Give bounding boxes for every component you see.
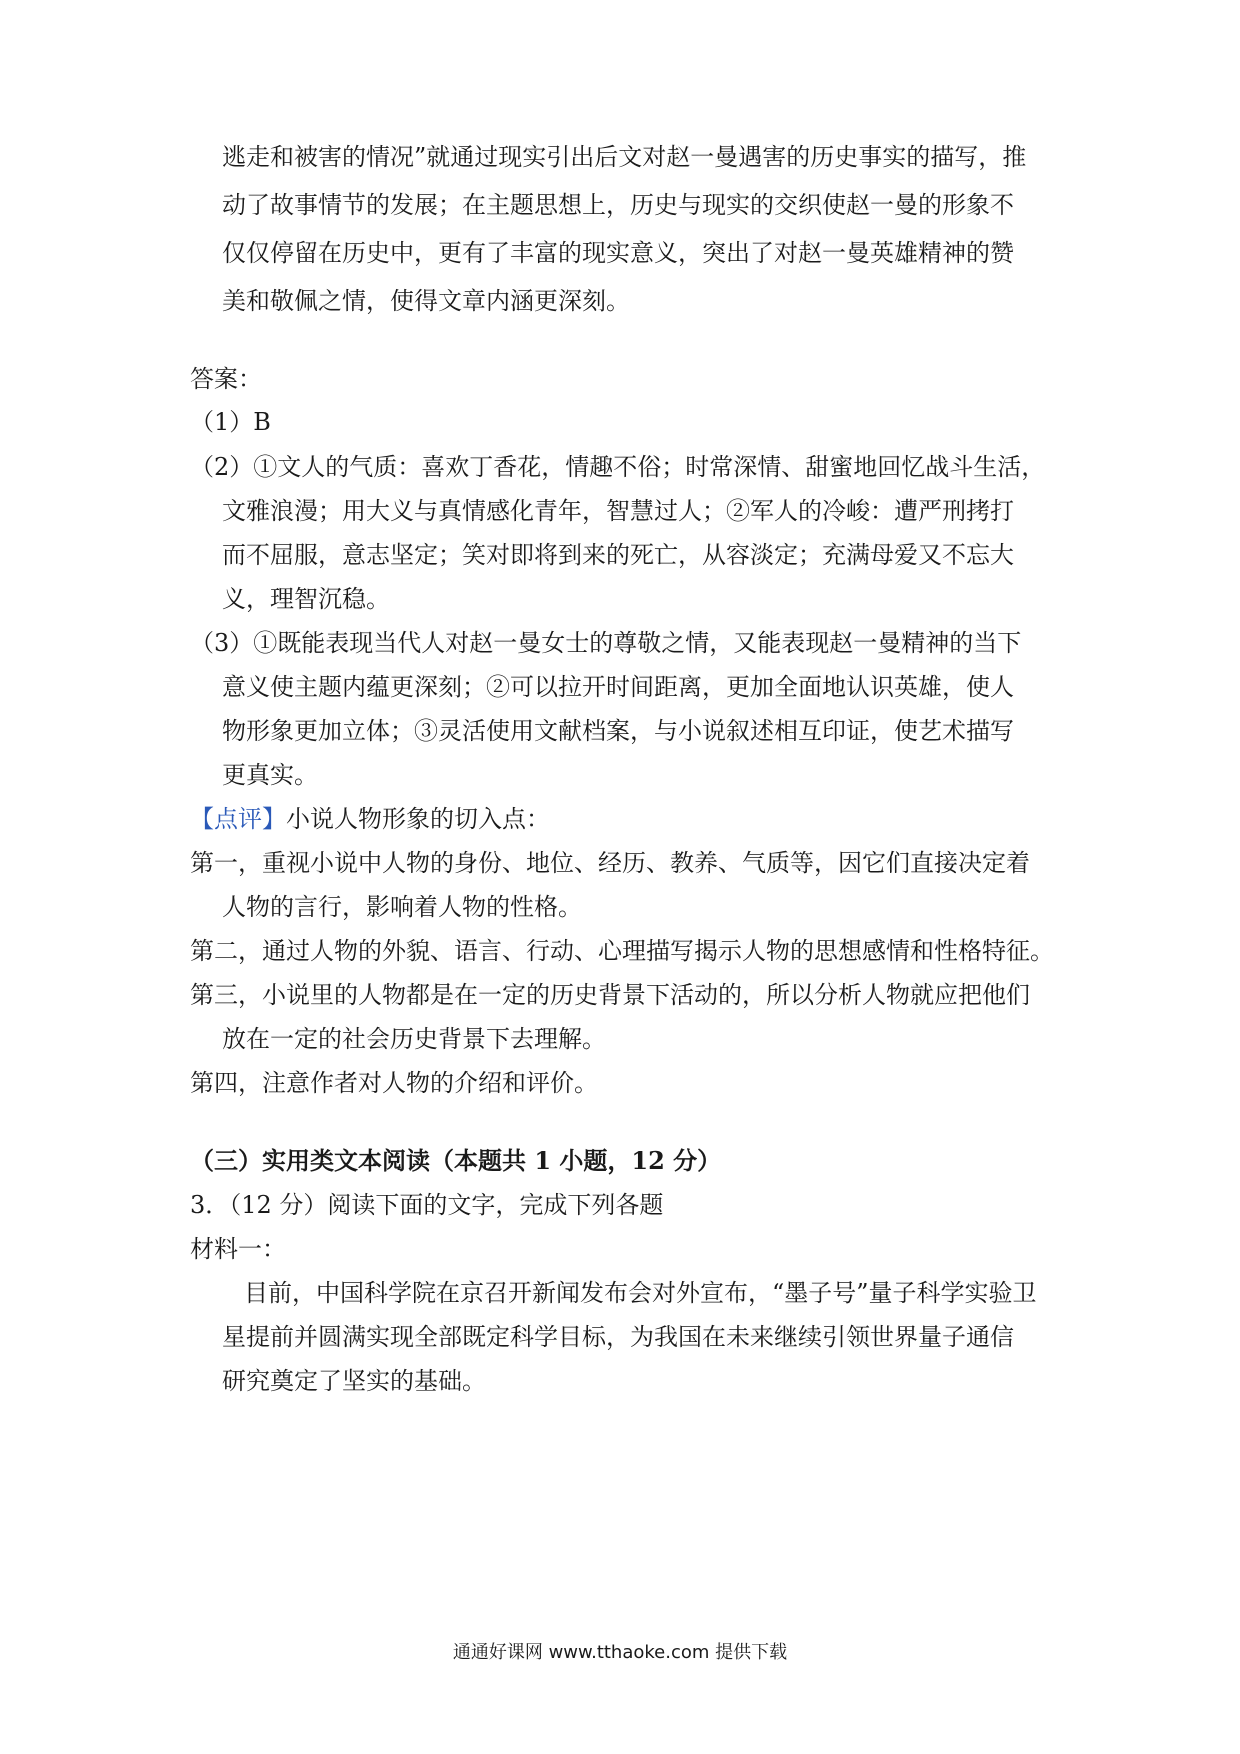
answer-2-line: 文雅浪漫；用大义与真情感化青年，智慧过人；②军人的冷峻：遭严刑拷打	[222, 497, 1014, 525]
answer-label: 答案：	[190, 365, 262, 393]
answer-2-line: 义，理智沉稳。	[222, 585, 390, 613]
material-line: 目前，中国科学院在京召开新闻发布会对外宣布，“墨子号”量子科学实验卫	[244, 1279, 1037, 1307]
comment-point-cont: 放在一定的社会历史背景下去理解。	[222, 1025, 606, 1053]
comment-point: 第二，通过人物的外貌、语言、行动、心理描写揭示人物的思想感情和性格特征。	[190, 937, 1054, 965]
material-line: 研究奠定了坚实的基础。	[222, 1367, 486, 1395]
material-label: 材料一：	[190, 1235, 286, 1263]
answer-3-line: 更真实。	[222, 761, 318, 789]
comment-point: 第四，注意作者对人物的介绍和评价。	[190, 1069, 598, 1097]
analysis-line: 逃走和被害的情况”就通过现实引出后文对赵一曼遇害的历史事实的描写，推	[222, 143, 1027, 171]
material-line: 星提前并圆满实现全部既定科学目标，为我国在未来继续引领世界量子通信	[222, 1323, 1014, 1351]
comment-point: 第一，重视小说中人物的身份、地位、经历、教养、气质等，因它们直接决定着	[190, 849, 1030, 877]
comment-point-cont: 人物的言行，影响着人物的性格。	[222, 893, 582, 921]
answer-2-line: （2）①文人的气质：喜欢丁香花，情趣不俗；时常深情、甜蜜地回忆战斗生活，	[190, 453, 1046, 481]
answer-1: （1）B	[190, 408, 271, 436]
comment-text: 小说人物形象的切入点：	[286, 805, 550, 833]
section-heading: （三）实用类文本阅读（本题共 1 小题，12 分）	[190, 1146, 722, 1175]
answer-3-line: 意义使主题内蕴更深刻；②可以拉开时间距离，更加全面地认识英雄，使人	[222, 673, 1014, 701]
analysis-line: 动了故事情节的发展；在主题思想上，历史与现实的交织使赵一曼的形象不	[222, 191, 1014, 219]
comment-point: 第三，小说里的人物都是在一定的历史背景下活动的，所以分析人物就应把他们	[190, 981, 1030, 1009]
analysis-line: 仅仅停留在历史中，更有了丰富的现实意义，突出了对赵一曼英雄精神的赞	[222, 239, 1014, 267]
answer-2-line: 而不屈服，意志坚定；笑对即将到来的死亡，从容淡定；充满母爱又不忘大	[222, 541, 1014, 569]
question-line: 3．（12 分）阅读下面的文字，完成下列各题	[190, 1191, 664, 1219]
page-footer: 通通好课网 www.tthaoke.com 提供下载	[452, 1642, 788, 1663]
answer-3-line: 物形象更加立体；③灵活使用文献档案，与小说叙述相互印证，使艺术描写	[222, 717, 1014, 745]
analysis-line: 美和敬佩之情，使得文章内涵更深刻。	[222, 287, 630, 315]
comment-tag: 【点评】	[190, 805, 286, 833]
answer-3-line: （3）①既能表现当代人对赵一曼女士的尊敬之情，又能表现赵一曼精神的当下	[190, 629, 1022, 657]
comment-intro	[190, 802, 1240, 836]
